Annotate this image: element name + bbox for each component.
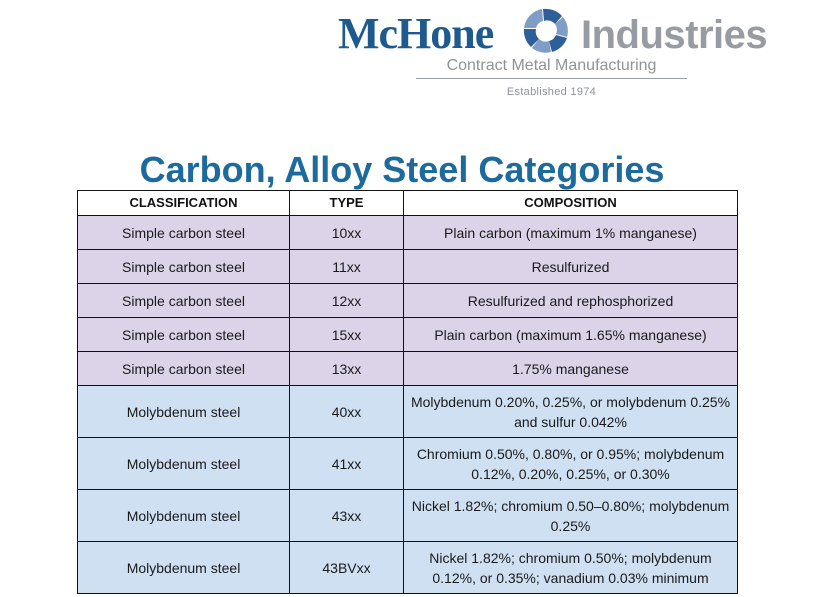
cell-type: 43xx <box>290 490 404 542</box>
table-row <box>78 284 738 318</box>
brand-name: McHone <box>338 9 494 58</box>
cell-classification: Simple carbon steel <box>78 250 290 284</box>
cell-composition: Nickel 1.82%; chromium 0.50%; molybdenum 0.12%, or 0.35%; vanadium 0.03% minimum <box>404 542 738 594</box>
cell-type: 11xx <box>290 250 404 284</box>
cell-composition: 1.75% manganese <box>404 352 738 386</box>
company-header <box>336 6 776 106</box>
column-header-composition: COMPOSITION <box>404 191 738 216</box>
cell-composition: Molybdenum 0.20%, 0.25%, or molybdenum 0.25% and sulfur 0.042% <box>404 386 738 438</box>
cell-classification: Simple carbon steel <box>78 216 290 250</box>
column-header-type: TYPE <box>290 191 404 216</box>
cell-composition: Chromium 0.50%, 0.80%, or 0.95%; molybdenum 0.12%, 0.20%, 0.25%, or 0.30% <box>404 438 738 490</box>
table-row <box>78 438 738 490</box>
cell-classification: Simple carbon steel <box>78 318 290 352</box>
cell-classification: Molybdenum steel <box>78 386 290 438</box>
table-row <box>78 490 738 542</box>
cell-type: 13xx <box>290 352 404 386</box>
cell-composition: Plain carbon (maximum 1.65% manganese) <box>404 318 738 352</box>
cell-type: 12xx <box>290 284 404 318</box>
steel-categories-table <box>77 190 738 594</box>
established-note: Established 1974 <box>506 86 597 98</box>
tagline-divider <box>416 78 687 79</box>
cell-classification: Molybdenum steel <box>78 490 290 542</box>
cell-composition: Resulfurized <box>404 250 738 284</box>
brand-suffix: Industries <box>581 13 768 57</box>
table-row <box>78 216 738 250</box>
cell-type: 10xx <box>290 216 404 250</box>
table-row <box>78 386 738 438</box>
cell-type: 15xx <box>290 318 404 352</box>
page-title: Carbon, Alloy Steel Categories <box>139 149 665 191</box>
table-row <box>78 352 738 386</box>
table-row <box>78 542 738 594</box>
cell-composition: Resulfurized and rephosphorized <box>404 284 738 318</box>
cell-classification: Molybdenum steel <box>78 542 290 594</box>
cell-type: 40xx <box>290 386 404 438</box>
cell-classification: Simple carbon steel <box>78 352 290 386</box>
cell-type: 43BVxx <box>290 542 404 594</box>
aperture-logo-icon <box>521 6 571 56</box>
cell-composition: Nickel 1.82%; chromium 0.50–0.80%; molybdenum 0.25% <box>404 490 738 542</box>
column-header-classification: CLASSIFICATION <box>78 191 290 216</box>
cell-type: 41xx <box>290 438 404 490</box>
table-row <box>78 318 738 352</box>
cell-classification: Simple carbon steel <box>78 284 290 318</box>
table-header-row <box>78 191 738 216</box>
table-row <box>78 250 738 284</box>
tagline: Contract Metal Manufacturing <box>446 57 657 74</box>
cell-composition: Plain carbon (maximum 1% manganese) <box>404 216 738 250</box>
cell-classification: Molybdenum steel <box>78 438 290 490</box>
